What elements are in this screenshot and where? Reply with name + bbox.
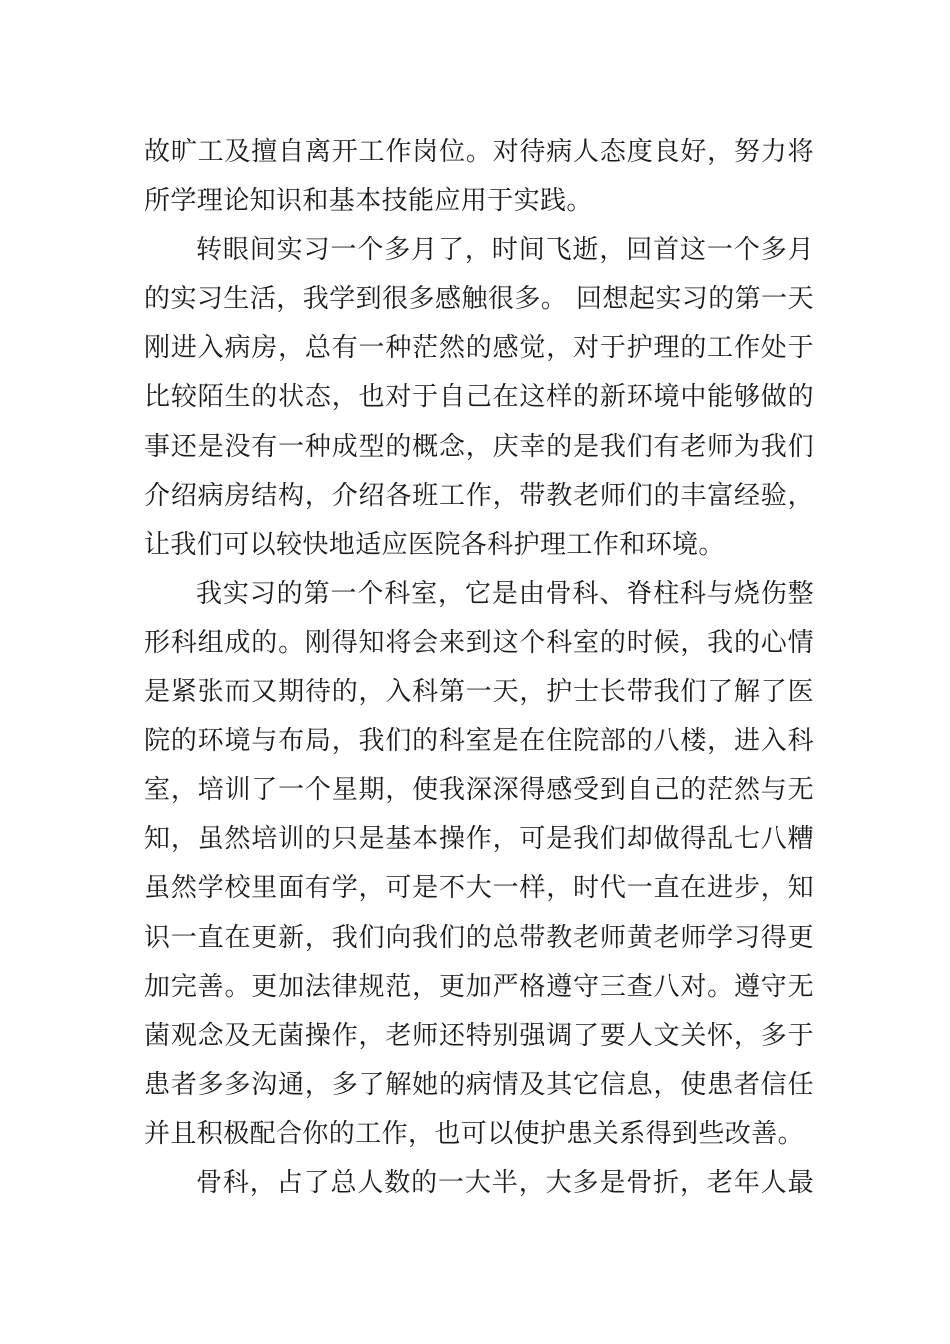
text-line: 故旷工及擅自离开工作岗位。对待病人态度良好，努力将	[144, 137, 814, 167]
text-line: 并且积极配合你的工作，也可以使护患关系得到些改善。	[144, 1118, 805, 1149]
text-line: 的实习生活，我学到很多感触很多。 回想起实习的第一天	[144, 284, 814, 315]
text-line: 是紧张而又期待的，入科第一天，护士长带我们了解了医	[144, 677, 814, 708]
paragraph-first-line: 转眼间实习一个多月了，时间飞逝，回首这一个多月	[196, 235, 814, 266]
text-line: 所学理论知识和基本技能应用于实践。	[144, 186, 593, 217]
body-text	[144, 128, 814, 1208]
text-line: 事还是没有一种成型的概念，庆幸的是我们有老师为我们	[144, 431, 814, 462]
text-line: 院的环境与布局，我们的科室是在住院部的八楼，进入科	[144, 726, 814, 757]
text-line: 菌观念及无菌操作，老师还特别强调了要人文关怀，多于	[144, 1020, 814, 1051]
text-line: 室，培训了一个星期，使我深深得感受到自己的茫然与无	[144, 775, 814, 806]
text-line: 形科组成的。刚得知将会来到这个科室的时候，我的心情	[144, 627, 814, 658]
text-line: 比较陌生的状态，也对于自己在这样的新环境中能够做的	[144, 382, 814, 413]
paragraph-first-line: 我实习的第一个科室，它是由骨科、脊柱科与烧伤整	[196, 578, 814, 609]
text-line: 知，虽然培训的只是基本操作，可是我们却做得乱七八糟	[144, 824, 814, 855]
text-line: 虽然学校里面有学，可是不大一样，时代一直在进步，知	[144, 873, 814, 904]
text-line: 患者多多沟通，多了解她的病情及其它信息，使患者信任	[144, 1069, 814, 1100]
text-line: 刚进入病房，总有一种茫然的感觉，对于护理的工作处于	[144, 333, 814, 364]
text-line: 识一直在更新，我们向我们的总带教老师黄老师学习得更	[144, 922, 814, 953]
text-line: 加完善。更加法律规范，更加严格遵守三查八对。遵守无	[144, 971, 814, 1002]
text-line: 介绍病房结构，介绍各班工作，带教老师们的丰富经验，	[144, 480, 814, 511]
paragraph-first-line: 骨科，占了总人数的一大半，大多是骨折，老年人最	[196, 1167, 814, 1198]
text-line: 让我们可以较快地适应医院各科护理工作和环境。	[144, 529, 725, 560]
